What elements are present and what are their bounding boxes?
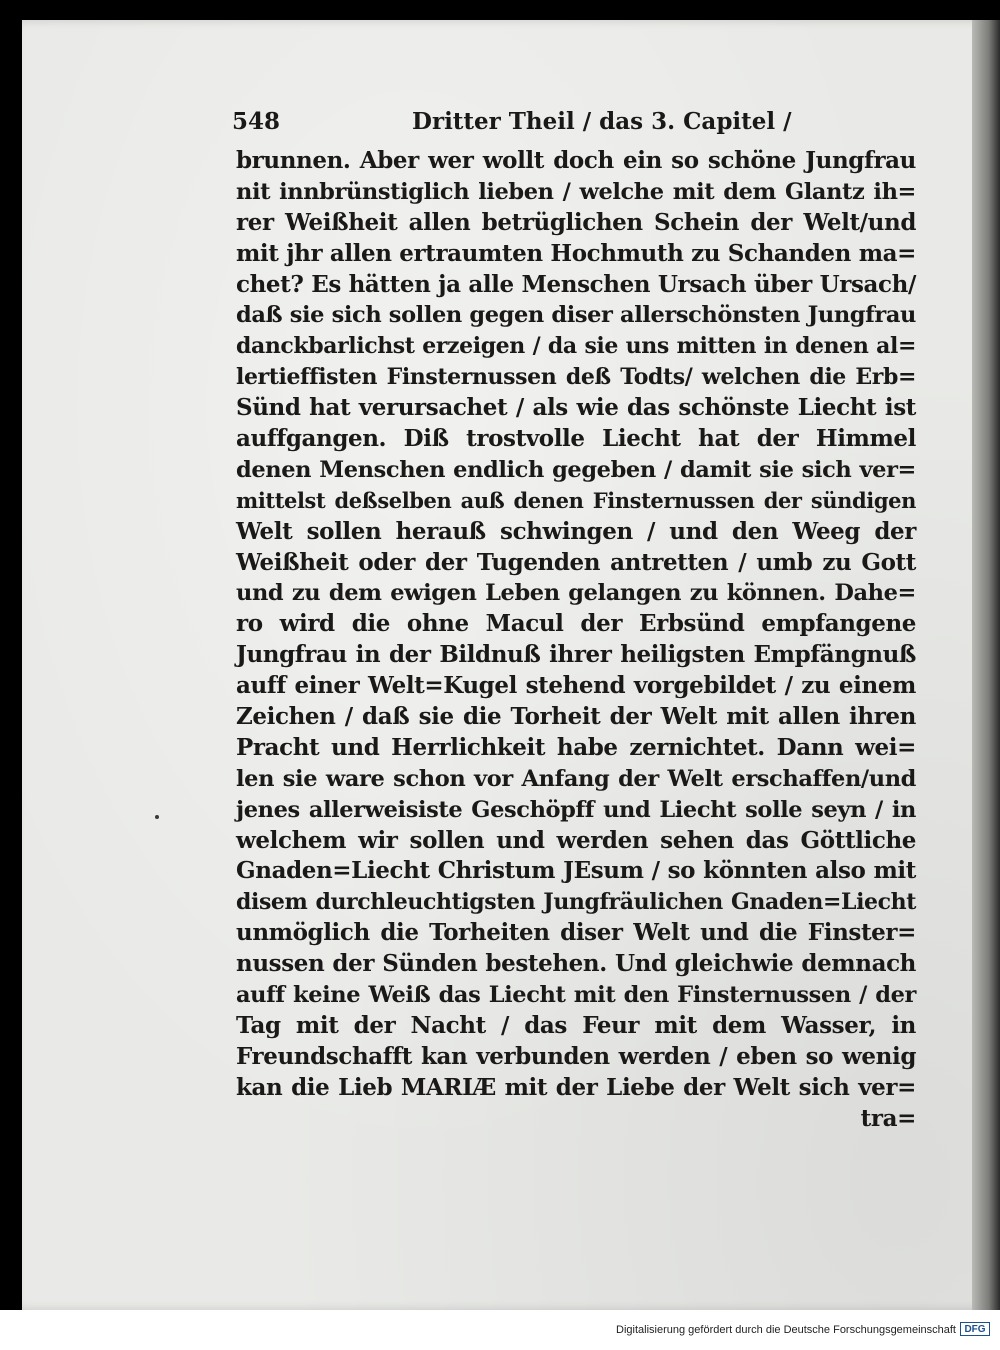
- text-line: ro wird die ohne Macul der Erbsünd empfangene: [236, 610, 916, 638]
- catchword: tra=: [860, 1104, 916, 1132]
- text-line: Weißheit oder der Tugenden antretten / umb zu Gott: [236, 548, 916, 576]
- text-line: brunnen. Aber wer wollt doch ein so schöne Jungfrau: [236, 147, 916, 174]
- page-number: 548: [232, 108, 281, 135]
- text-line: auffgangen. Diß trostvolle Liecht hat der Himmel: [236, 425, 916, 453]
- text-line: auff einer Welt=Kugel stehend vorgebildet / zu einem: [236, 672, 916, 700]
- text-line: lertieffisten Finsternussen deß Todts/ welchen die Erb=: [236, 364, 916, 391]
- text-line: welchem wir sollen und werden sehen das Göttliche: [236, 826, 916, 854]
- text-line: rer Weißheit allen betrüglichen Schein der Welt/und: [236, 208, 916, 236]
- ink-speck: [155, 815, 159, 819]
- text-line: chet? Es hätten ja alle Menschen Ursach über Ursach/: [236, 270, 916, 298]
- text-line: auff keine Weiß das Liecht mit den Finsternussen / der: [236, 982, 916, 1009]
- digitization-footer: [0, 1310, 1000, 1350]
- text-line: kan die Lieb MARIÆ mit der Liebe der Welt sich ver=: [236, 1073, 916, 1101]
- text-line: und zu dem ewigen Leben gelangen zu können. Dahe=: [236, 580, 916, 607]
- text-line: Pracht und Herrlichkeit habe zernichtet. Dann wei=: [236, 733, 916, 761]
- text-line: jenes allerweisiste Geschöpff und Liecht solle seyn / in: [236, 796, 916, 823]
- body-text: [236, 146, 916, 1135]
- running-header: [232, 104, 912, 140]
- text-line: nit innbrünstiglich lieben / welche mit dem Glantz ih=: [236, 178, 916, 205]
- text-line: Gnaden=Liecht Christum JEsum / so könnten also mit: [236, 857, 916, 885]
- text-line: danckbarlichst erzeigen / da sie uns mitten in denen al=: [236, 333, 916, 360]
- text-line: Tag mit der Nacht / das Feur mit dem Wasser, in: [236, 1011, 916, 1039]
- text-line: Jungfrau in der Bildnuß ihrer heiligsten Empfängnuß: [236, 641, 916, 669]
- text-line: mit jhr allen ertraumten Hochmuth zu Schanden ma=: [236, 239, 916, 267]
- text-line: Welt sollen herauß schwingen / und den Weeg der: [236, 517, 916, 545]
- text-line: disem durchleuchtigsten Jungfräulichen Gnaden=Liecht: [236, 889, 916, 916]
- funding-credit: Digitalisierung gefördert durch die Deutsche Forschungsgemeinschaft: [616, 1324, 956, 1336]
- page-edge-shadow: [972, 20, 1000, 1310]
- text-line: mittelst deßselben auß denen Finsternussen der sündigen: [236, 487, 916, 513]
- text-line: Freundschafft kan verbunden werden / eben so wenig: [236, 1042, 916, 1070]
- text-line: Sünd hat verursachet / als wie das schönste Liecht ist: [236, 394, 916, 422]
- text-line: len sie ware schon vor Anfang der Welt erschaffen/und: [236, 765, 916, 792]
- text-line: nussen der Sünden bestehen. Und gleichwie demnach: [236, 950, 916, 978]
- running-title: Dritter Theil / das 3. Capitel /: [412, 108, 792, 135]
- text-line: Zeichen / daß sie die Torheit der Welt mit allen ihren: [236, 703, 916, 731]
- text-line: denen Menschen endlich gegeben / damit sie sich ver=: [236, 456, 916, 483]
- text-line: unmöglich die Torheiten diser Welt und die Finster=: [236, 919, 916, 947]
- text-line: daß sie sich sollen gegen diser allerschönsten Jungfrau: [236, 302, 916, 329]
- dfg-logo: DFG: [960, 1322, 990, 1336]
